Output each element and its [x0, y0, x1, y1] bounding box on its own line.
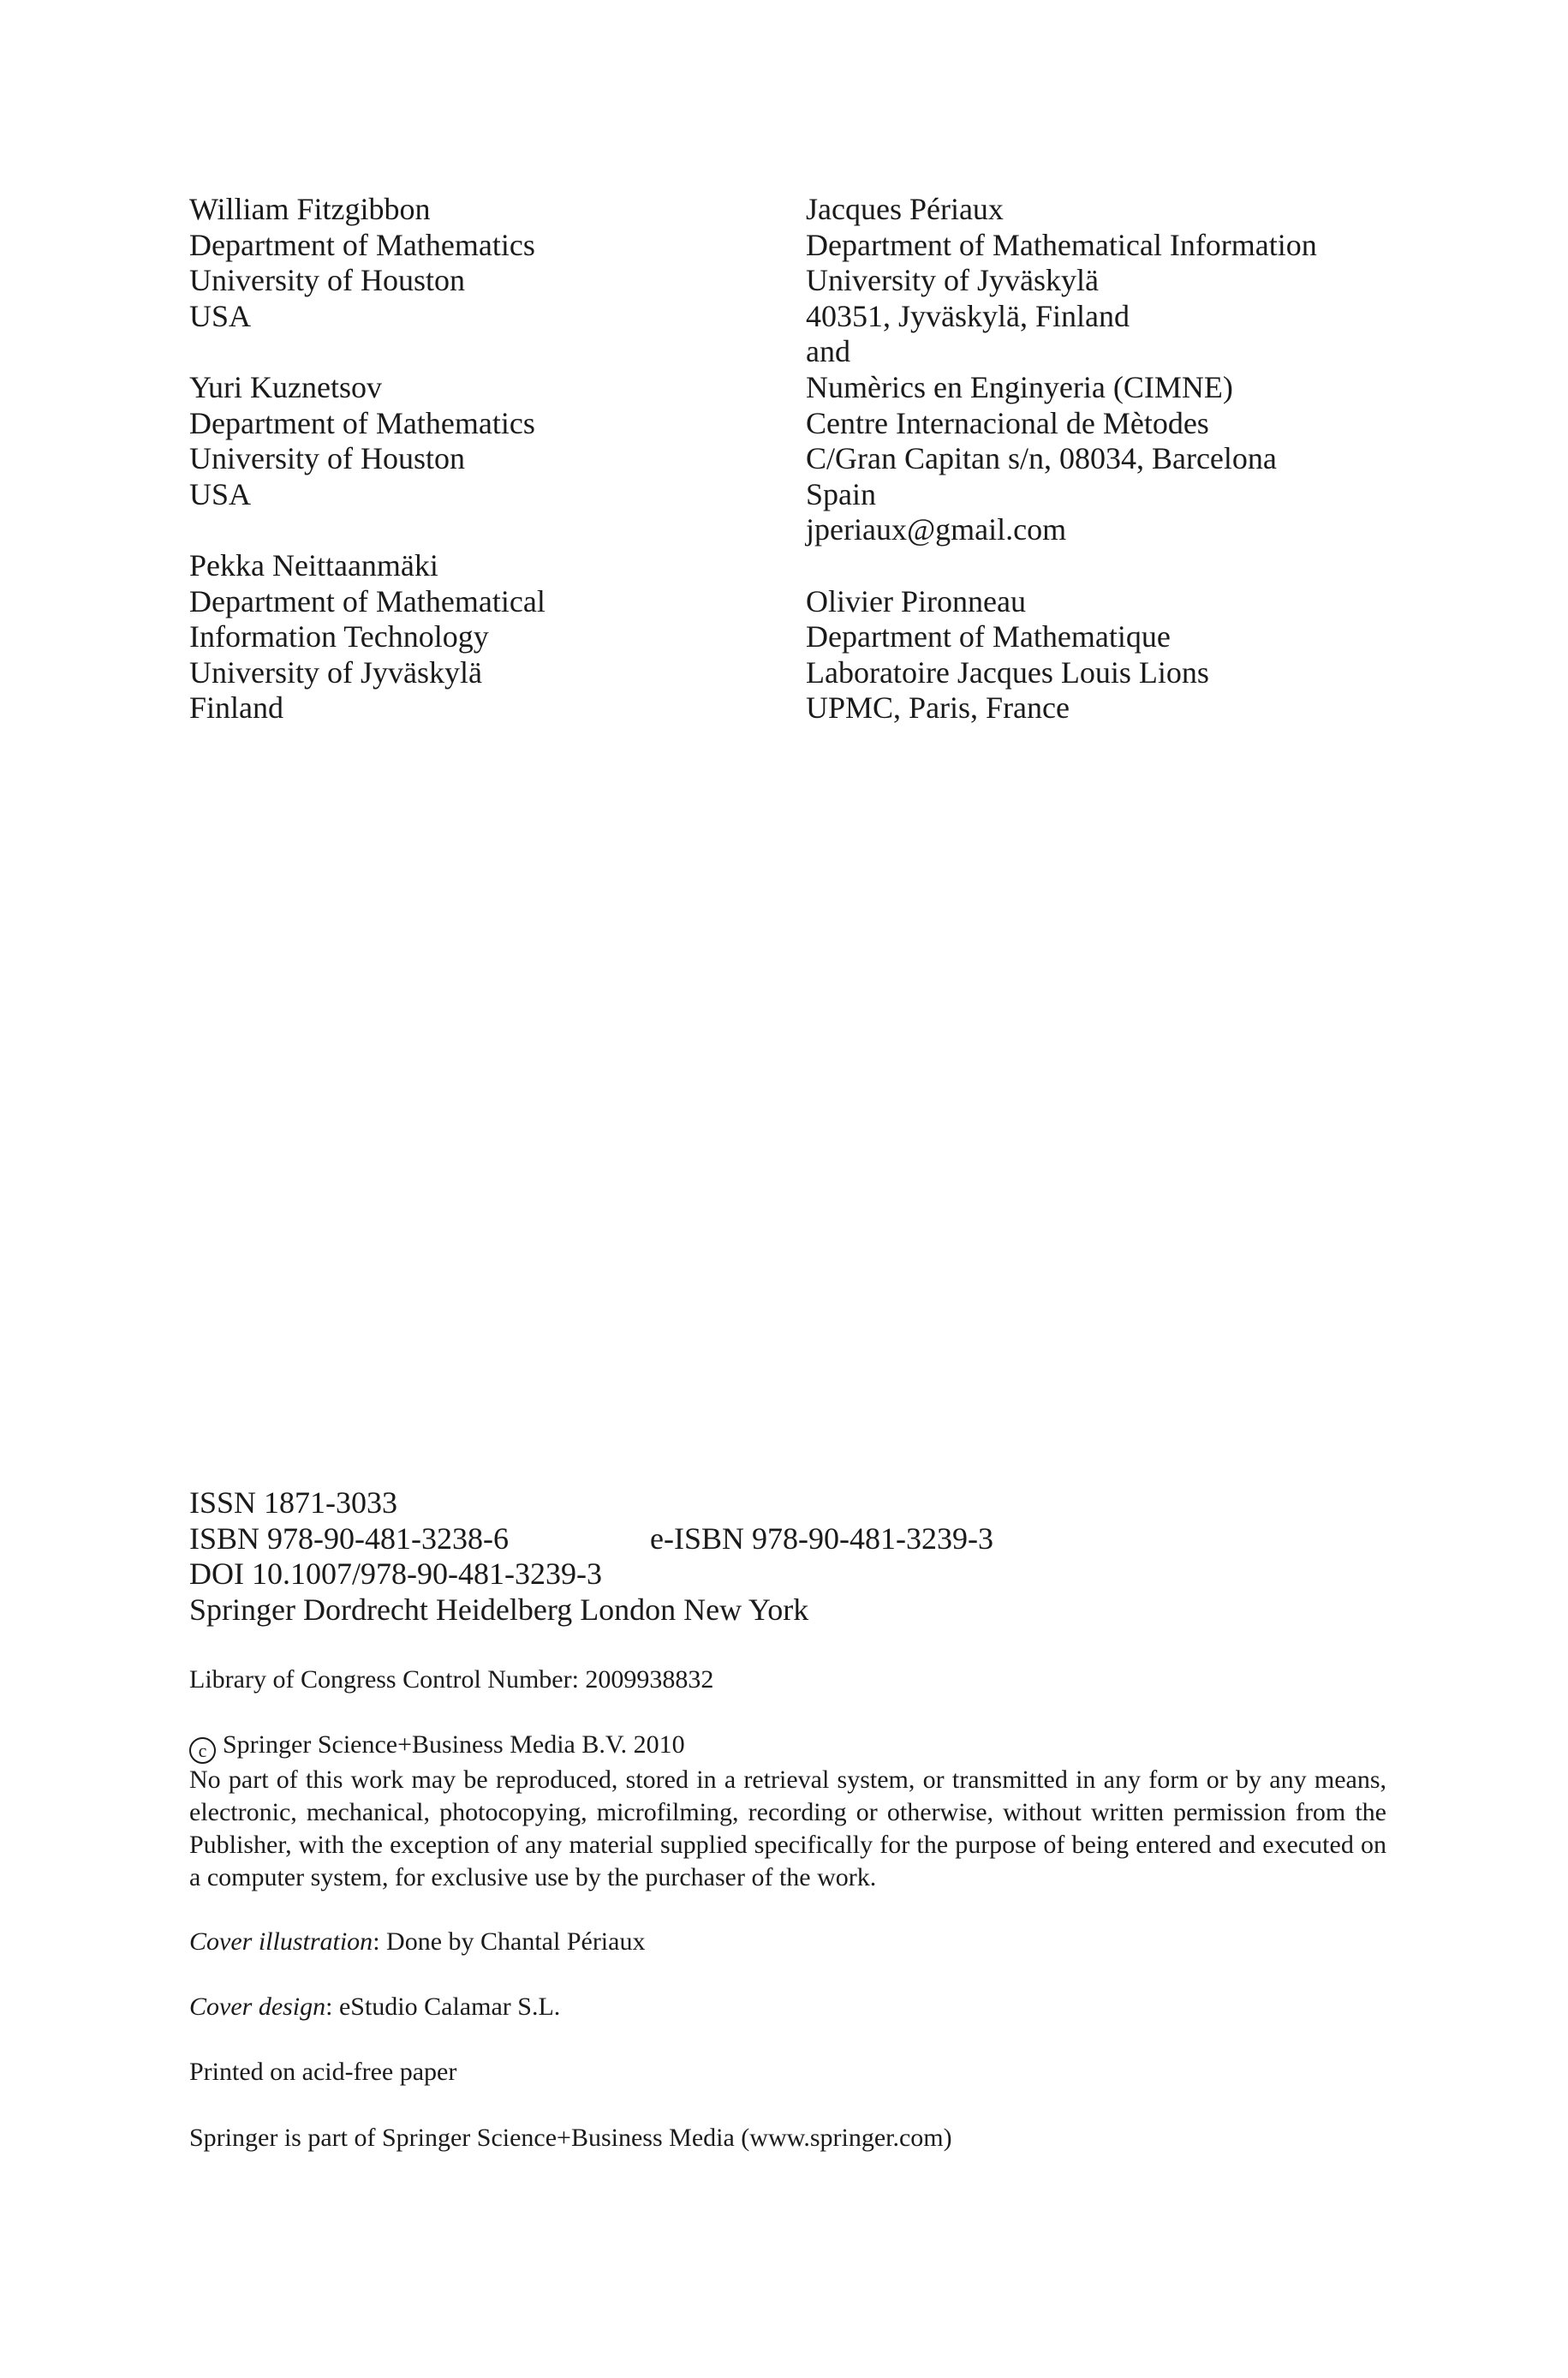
author-street: C/Gran Capitan s/n, 08034, Barcelona — [806, 441, 1277, 476]
author-address-pironneau — [806, 584, 1508, 726]
author-city: UPMC, Paris, France — [806, 690, 1070, 726]
cover-design-label: Cover design — [189, 1993, 326, 2021]
authors-left-column — [189, 192, 789, 762]
author-address-fitzgibbon — [189, 192, 789, 334]
author-department: Department of Mathematical — [189, 583, 546, 618]
author-name: Olivier Pironneau — [806, 583, 1026, 618]
author-department: Department of Mathematics — [189, 227, 535, 262]
copyright-line — [189, 1729, 1386, 1764]
author-country: USA — [189, 476, 252, 511]
author-department: Department of Mathematical Information — [806, 227, 1317, 262]
author-department: Department of Mathematics — [189, 405, 535, 440]
author-name: Yuri Kuznetsov — [189, 369, 382, 404]
author-laboratory: Laboratoire Jacques Louis Lions — [806, 654, 1209, 690]
cover-design-credit — [189, 1991, 1386, 2023]
copyright-paragraph: No part of this work may be reproduced, stored in a retrieval system, or transmitted in any form or by any means, electronic, mechanical, photocopying, microfilming, recording or otherwise, without written permission from the Publisher, with the exception of any material supplied specifically for the purpose of being entered and executed on a computer system, for exclusive use by the purchaser of the work. — [189, 1766, 1386, 1891]
author-institution: Numèrics en Enginyeria (CIMNE) — [806, 369, 1233, 404]
cover-illustration-credit — [189, 1926, 1386, 1958]
author-university: University of Houston — [189, 441, 465, 476]
author-name: Jacques Périaux — [806, 192, 1004, 226]
isbn: ISBN 978-90-481-3238-6 — [189, 1521, 509, 1556]
issn: ISSN 1871-3033 — [189, 1485, 398, 1520]
authors-right-column — [806, 192, 1508, 762]
author-country: Finland — [189, 690, 284, 726]
author-institution-continued: Centre Internacional de Mètodes — [806, 405, 1209, 440]
author-name: Pekka Neittaanmäki — [189, 547, 438, 583]
author-city: 40351, Jyväskylä, Finland — [806, 298, 1130, 333]
publisher-cities: Springer Dordrecht Heidelberg London New York — [189, 1592, 809, 1627]
author-name: William Fitzgibbon — [189, 192, 431, 226]
springer-part-note: Springer is part of Springer Science+Business Media (www.springer.com) — [189, 2124, 952, 2152]
cover-illustration-label: Cover illustration — [189, 1927, 373, 1956]
author-country: Spain — [806, 476, 877, 511]
author-department: Department of Mathematique — [806, 619, 1171, 654]
author-country: USA — [189, 298, 252, 333]
author-university: University of Jyväskylä — [189, 654, 482, 690]
author-address-periaux — [806, 192, 1508, 548]
cover-design-value: : eStudio Calamar S.L. — [325, 1993, 561, 2021]
author-address-kuznetsov — [189, 370, 789, 512]
printed-on-paper-note: Printed on acid-free paper — [189, 2058, 457, 2086]
e-isbn: e-ISBN 978-90-481-3239-3 — [650, 1521, 993, 1556]
author-email: jperiaux@gmail.com — [806, 512, 1067, 547]
publication-info — [189, 1485, 1388, 1628]
cover-illustration-value: : Done by Chantal Périaux — [373, 1927, 646, 1956]
author-university: University of Jyväskylä — [806, 263, 1099, 298]
copyright-notice — [189, 1729, 1386, 1894]
author-university: University of Houston — [189, 263, 465, 298]
doi: DOI 10.1007/978-90-481-3239-3 — [189, 1556, 602, 1592]
author-address-neittaanmaki — [189, 548, 789, 726]
author-and: and — [806, 334, 850, 369]
isbn-row — [189, 1521, 1388, 1557]
library-of-congress-number: Library of Congress Control Number: 2009938832 — [189, 1665, 714, 1694]
author-department-continued: Information Technology — [189, 619, 489, 654]
copyright-icon: c — [189, 1737, 216, 1764]
copyright-holder: Springer Science+Business Media B.V. 2010 — [223, 1730, 685, 1759]
